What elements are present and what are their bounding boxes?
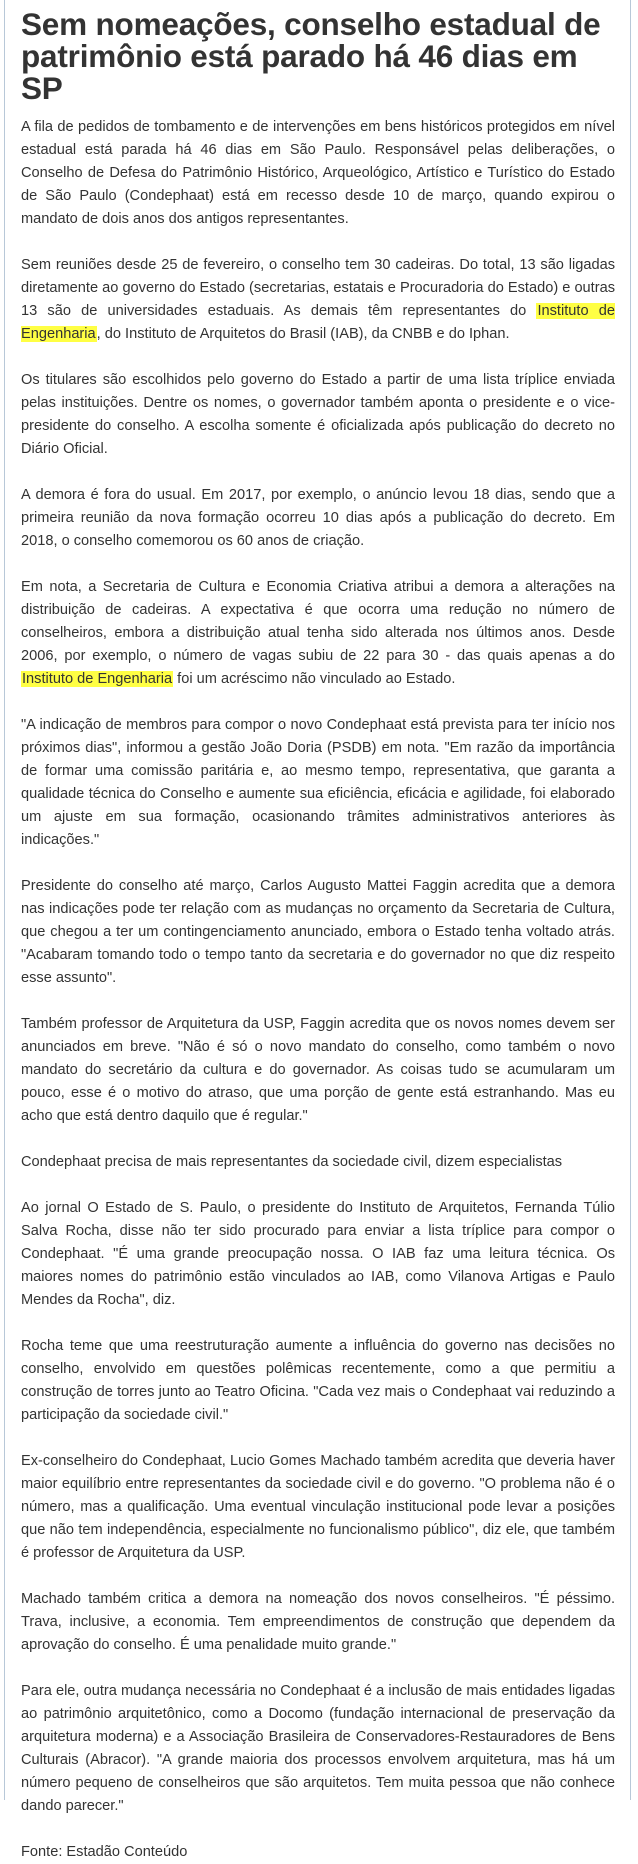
paragraph-5-text-a: Em nota, a Secretaria de Cultura e Economia Criativa atribui a demora a alterações na distribuição de cadeiras. A expectativa é que ocorra uma redução no número de conselheiros, embora a distribuição atual tenha sido alterada nos últimos anos. Desde 2006, por exemplo, o número de vagas subiu de 22 para 30 - das quais apenas a do [21, 579, 615, 664]
paragraph-4: A demora é fora do usual. Em 2017, por exemplo, o anúncio levou 18 dias, sendo que a primeira reunião da nova formação ocorreu 10 dias após a publicação do decreto. Em 2018, o conselho comemorou os 60 anos de criação. [21, 487, 615, 549]
highlight-instituto-engenharia-2: Instituto de Engenharia [22, 671, 173, 687]
paragraph-13: Para ele, outra mudança necessária no Condephaat é a inclusão de mais entidades ligadas ao patrimônio arquitetônico, como a Docomo (fundação internacional de preservação da arquitetura moderna) e a Associação Brasileira de Conservadores-Restauradores de Bens Culturais (Abracor). "A grande maioria dos processos envolvem arquitetura, mas há um número pequeno de conselheiros que são arquitetos. Tem muita pessoa que não conhece dando parecer." [21, 1683, 615, 1814]
paragraph-11: Ex-conselheiro do Condephaat, Lucio Gomes Machado também acredita que deveria haver maior equilíbrio entre representantes da sociedade civil e do governo. "O problema não é o número, mas a qualificação. Uma eventual vinculação institucional pode levar a posições que não tem independência, especialmente no funcionalismo público", diz ele, que também é professor de Arquitetura da USP. [21, 1453, 615, 1561]
paragraph-2-text-b: , do Instituto de Arquitetos do Brasil (IAB), da CNBB e do Iphan. [96, 326, 510, 342]
paragraph-7: Presidente do conselho até março, Carlos Augusto Mattei Faggin acredita que a demora nas indicações pode ter relação com as mudanças no orçamento da Secretaria de Cultura, que chegou a ter um contingenciamento anunciado, embora o Estado tenha voltado atrás. "Acabaram tomando todo o tempo tanto da secretaria e do governador no que diz respeito esse assunto". [21, 878, 615, 986]
paragraph-5 [21, 576, 615, 691]
paragraph-8: Também professor de Arquitetura da USP, Faggin acredita que os novos nomes devem ser anunciados em breve. "Não é só o novo mandato do conselho, como também o novo mandato do secretário da cultura e do governador. As coisas tudo se acumularam um pouco, esse é o motivo do atraso, que uma porção de gente está estranhando. Mas eu acho que está dentro daquilo que é regular." [21, 1016, 615, 1124]
paragraph-2 [21, 254, 615, 346]
article-title: Sem nomeações, conselho estadual de patrimônio está parado há 46 dias em SP [21, 6, 601, 106]
highlight-instituto-engenharia-1: Instituto de Engenharia [21, 303, 615, 342]
paragraph-6: "A indicação de membros para compor o novo Condephaat está prevista para ter início nos próximos dias", informou a gestão João Doria (PSDB) em nota. "Em razão da importância de formar uma comissão paritária e, ao mesmo tempo, representativa, que garanta a qualidade técnica do Conselho e aumente sua eficiência, eficácia e agilidade, foi elaborado um ajuste em sua formação, ocasionando trâmites administrativos anteriores às indicações." [21, 717, 615, 848]
source-credit: Fonte: Estadão Conteúdo [21, 1844, 188, 1860]
paragraph-9: Ao jornal O Estado de S. Paulo, o presidente do Instituto de Arquitetos, Fernanda Túlio Salva Rocha, disse não ter sido procurado para enviar a lista tríplice para compor o Condephaat. "É uma grande preocupação nossa. O IAB faz uma leitura técnica. Os maiores nomes do patrimônio estão vinculados ao IAB, como Vilanova Artigas e Paulo Mendes da Rocha", diz. [21, 1200, 615, 1308]
paragraph-12: Machado também critica a demora na nomeação dos novos conselheiros. "É péssimo. Trava, inclusive, a economia. Tem empreendimentos de construção que dependem da aprovação do conselho. É uma penalidade muito grande." [21, 1591, 615, 1653]
article [21, 8, 615, 1864]
paragraph-2-text-a: Sem reuniões desde 25 de fevereiro, o conselho tem 30 cadeiras. Do total, 13 são ligadas diretamente ao governo do Estado (secretarias, estatais e Procuradoria do Estado) e outras 13 são de universidades estaduais. As demais têm representantes do [21, 257, 615, 319]
paragraph-10: Rocha teme que uma reestruturação aumente a influência do governo nas decisões no conselho, envolvido em questões polêmicas recentemente, como a que permitiu a construção de torres junto ao Teatro Oficina. "Cada vez mais o Condephaat vai reduzindo a participação da sociedade civil." [21, 1338, 615, 1423]
paragraph-5-text-b: foi um acréscimo não vinculado ao Estado. [173, 671, 456, 687]
paragraph-1: A fila de pedidos de tombamento e de intervenções em bens históricos protegidos em nível estadual está parada há 46 dias em São Paulo. Responsável pelas deliberações, o Conselho de Defesa do Patrimônio Histórico, Arqueológico, Artístico e Turístico do Estado de São Paulo (Condephaat) está em recesso desde 10 de março, quando expirou o mandato de dois anos dos antigos representantes. [21, 119, 615, 227]
paragraph-3: Os titulares são escolhidos pelo governo do Estado a partir de uma lista tríplice enviada pelas instituições. Dentre os nomes, o governador também aponta o presidente e o vice-presidente do conselho. A escolha somente é oficializada após publicação do decreto no Diário Oficial. [21, 372, 615, 457]
section-subheading: Condephaat precisa de mais representantes da sociedade civil, dizem especialistas [21, 1154, 563, 1170]
